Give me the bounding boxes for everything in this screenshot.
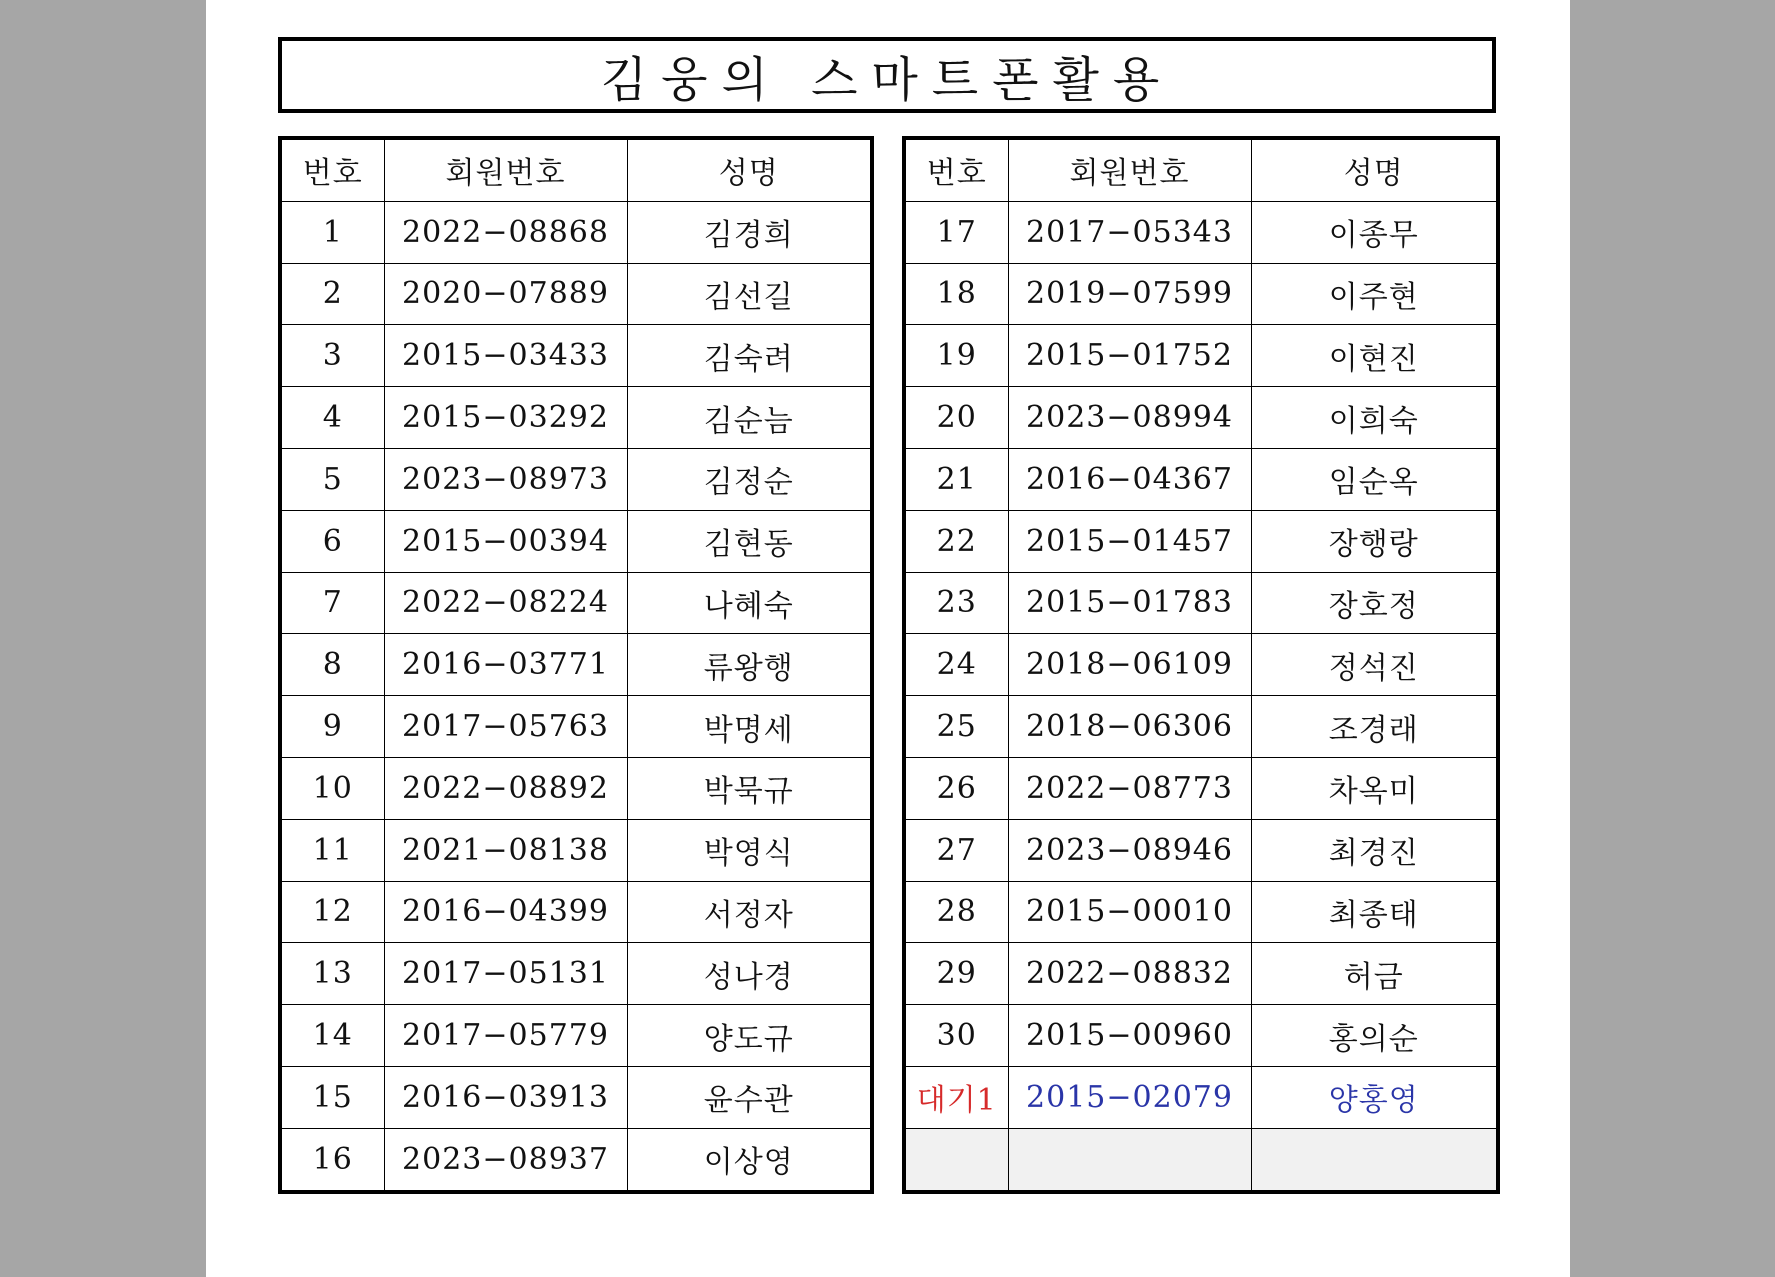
cell-num: 1: [280, 201, 384, 263]
table-row: [280, 387, 872, 449]
table-row: [904, 634, 1498, 696]
roster-table-left: [278, 136, 874, 1194]
cell-name: 이주현: [1251, 263, 1498, 325]
cell-name: 박영식: [627, 819, 872, 881]
cell-num: 16: [280, 1128, 384, 1191]
cell-name: 류왕행: [627, 634, 872, 696]
cell-name: 서정자: [627, 881, 872, 943]
cell-name: 윤수관: [627, 1066, 872, 1128]
table-row: [904, 1066, 1498, 1128]
cell-name: 이종무: [1251, 201, 1498, 263]
cell-num: 14: [280, 1005, 384, 1067]
table-row: [280, 201, 872, 263]
cell-name: 김숙려: [627, 325, 872, 387]
cell-member-id: 2015−01457: [1008, 510, 1251, 572]
table-row: [904, 757, 1498, 819]
cell-member-id: 2023−08937: [384, 1128, 627, 1191]
cell-num: 25: [904, 696, 1008, 758]
table-row: [280, 1066, 872, 1128]
cell-num: 7: [280, 572, 384, 634]
header-member-id: 회원번호: [1008, 138, 1251, 201]
cell-member-id: 2022−08832: [1008, 943, 1251, 1005]
cell-member-id: 2022−08224: [384, 572, 627, 634]
table-row: [904, 325, 1498, 387]
cell-member-id: 2016−04399: [384, 881, 627, 943]
cell-name: 양도규: [627, 1005, 872, 1067]
cell-num: 24: [904, 634, 1008, 696]
cell-member-id: 2015−00010: [1008, 881, 1251, 943]
cell-member-id: 2018−06306: [1008, 696, 1251, 758]
cell-member-id: 2023−08994: [1008, 387, 1251, 449]
cell-member-id: 2015−00394: [384, 510, 627, 572]
cell-name: 김순늠: [627, 387, 872, 449]
cell-member-id: 2023−08973: [384, 448, 627, 510]
table-row: [280, 696, 872, 758]
cell-num: 5: [280, 448, 384, 510]
cell-name: 나혜숙: [627, 572, 872, 634]
table-row: [280, 510, 872, 572]
cell-num: 18: [904, 263, 1008, 325]
cell-num: 30: [904, 1005, 1008, 1067]
table-row: [280, 1128, 872, 1191]
cell-num: 4: [280, 387, 384, 449]
cell-num: 19: [904, 325, 1008, 387]
cell-num: 13: [280, 943, 384, 1005]
cell-member-id: 2016−03913: [384, 1066, 627, 1128]
table-row: [904, 819, 1498, 881]
cell-num: 28: [904, 881, 1008, 943]
cell-name: 김선길: [627, 263, 872, 325]
cell-member-id: 2021−08138: [384, 819, 627, 881]
table-row: [904, 387, 1498, 449]
cell-name: 최종태: [1251, 881, 1498, 943]
cell-name: 차옥미: [1251, 757, 1498, 819]
cell-name: 장행랑: [1251, 510, 1498, 572]
table-row: [904, 1128, 1498, 1191]
table-row: [280, 634, 872, 696]
cell-num: 20: [904, 387, 1008, 449]
cell-num: 26: [904, 757, 1008, 819]
cell-member-id: 2018−06109: [1008, 634, 1251, 696]
cell-num: 17: [904, 201, 1008, 263]
roster-table-right: [902, 136, 1500, 1194]
cell-member-id: 2015−01783: [1008, 572, 1251, 634]
cell-num: [904, 1128, 1008, 1191]
cell-name: 정석진: [1251, 634, 1498, 696]
cell-name: 이현진: [1251, 325, 1498, 387]
table-row: [280, 263, 872, 325]
cell-num: 15: [280, 1066, 384, 1128]
cell-member-id: 2016−04367: [1008, 448, 1251, 510]
cell-member-id: 2015−03433: [384, 325, 627, 387]
cell-num: 2: [280, 263, 384, 325]
page-title: 김웅의 스마트폰활용: [278, 37, 1496, 113]
cell-name: 이상영: [627, 1128, 872, 1191]
table-row: [904, 881, 1498, 943]
cell-member-id: 2015−01752: [1008, 325, 1251, 387]
cell-num: 11: [280, 819, 384, 881]
table-header-row: [904, 138, 1498, 201]
header-name: 성명: [1251, 138, 1498, 201]
cell-name: 장호정: [1251, 572, 1498, 634]
cell-member-id: 2017−05131: [384, 943, 627, 1005]
cell-member-id: 2017−05343: [1008, 201, 1251, 263]
cell-member-id: 2015−03292: [384, 387, 627, 449]
cell-num: 9: [280, 696, 384, 758]
table-row: [904, 572, 1498, 634]
cell-num: 대기1: [904, 1066, 1008, 1128]
cell-num: 21: [904, 448, 1008, 510]
cell-member-id: 2017−05763: [384, 696, 627, 758]
cell-num: 27: [904, 819, 1008, 881]
cell-name: 허금: [1251, 943, 1498, 1005]
cell-member-id: 2019−07599: [1008, 263, 1251, 325]
cell-num: 6: [280, 510, 384, 572]
table-row: [904, 448, 1498, 510]
table-row: [280, 881, 872, 943]
cell-name: 이희숙: [1251, 387, 1498, 449]
header-num: 번호: [280, 138, 384, 201]
cell-member-id: 2020−07889: [384, 263, 627, 325]
cell-member-id: 2015−00960: [1008, 1005, 1251, 1067]
cell-member-id: 2022−08868: [384, 201, 627, 263]
table-row: [280, 448, 872, 510]
cell-name: 성나경: [627, 943, 872, 1005]
cell-name: 홍의순: [1251, 1005, 1498, 1067]
cell-name: 양홍영: [1251, 1066, 1498, 1128]
cell-name: [1251, 1128, 1498, 1191]
cell-name: 임순옥: [1251, 448, 1498, 510]
cell-num: 22: [904, 510, 1008, 572]
cell-num: 29: [904, 943, 1008, 1005]
header-name: 성명: [627, 138, 872, 201]
table-header-row: [280, 138, 872, 201]
table-row: [280, 819, 872, 881]
cell-name: 최경진: [1251, 819, 1498, 881]
table-row: [904, 263, 1498, 325]
table-row: [280, 325, 872, 387]
cell-member-id: 2022−08892: [384, 757, 627, 819]
cell-num: 3: [280, 325, 384, 387]
table-row: [904, 1005, 1498, 1067]
cell-num: 12: [280, 881, 384, 943]
cell-name: 김경희: [627, 201, 872, 263]
cell-name: 김현동: [627, 510, 872, 572]
cell-member-id: 2016−03771: [384, 634, 627, 696]
cell-name: 박명세: [627, 696, 872, 758]
cell-name: 박묵규: [627, 757, 872, 819]
cell-member-id: [1008, 1128, 1251, 1191]
header-member-id: 회원번호: [384, 138, 627, 201]
cell-num: 23: [904, 572, 1008, 634]
cell-name: 김정순: [627, 448, 872, 510]
cell-member-id: 2017−05779: [384, 1005, 627, 1067]
table-row: [904, 510, 1498, 572]
cell-name: 조경래: [1251, 696, 1498, 758]
table-row: [904, 201, 1498, 263]
table-row: [280, 757, 872, 819]
table-row: [280, 1005, 872, 1067]
header-num: 번호: [904, 138, 1008, 201]
document-page: [206, 0, 1570, 1277]
table-row: [280, 572, 872, 634]
table-row: [904, 696, 1498, 758]
table-row: [904, 943, 1498, 1005]
table-row: [280, 943, 872, 1005]
cell-member-id: 2015−02079: [1008, 1066, 1251, 1128]
cell-member-id: 2023−08946: [1008, 819, 1251, 881]
cell-member-id: 2022−08773: [1008, 757, 1251, 819]
cell-num: 10: [280, 757, 384, 819]
cell-num: 8: [280, 634, 384, 696]
